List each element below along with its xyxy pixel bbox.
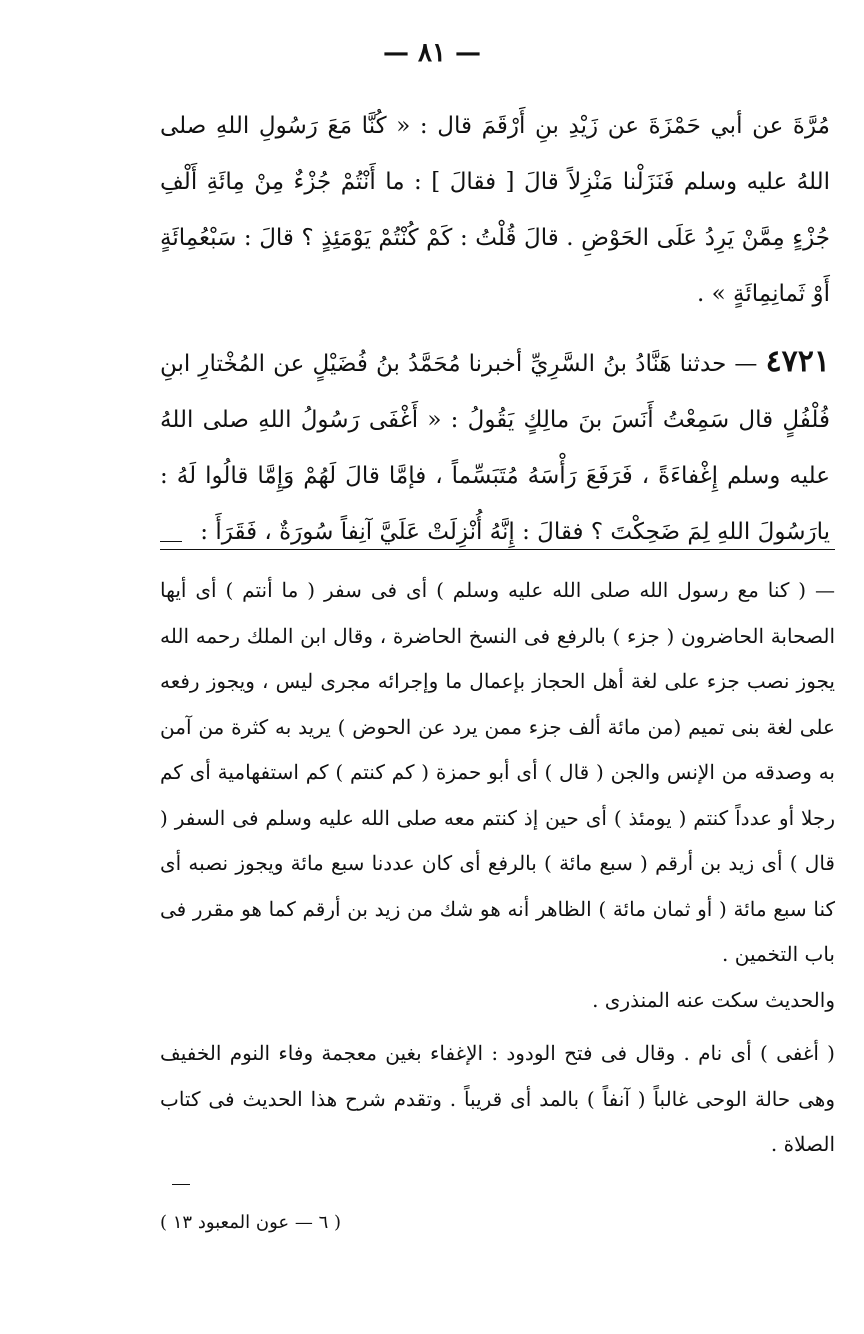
commentary-paragraph: ( أغفى ) أى نام . وقال فى فتح الودود : الإغفاء بغين معجمة وفاء النوم الخفيف وهى حالة الوحى غالباً ( آنفاً ) بالمد أى قريباً . وتقدم شرح هذا الحديث فى كتاب الصلاة .	[160, 1041, 835, 1156]
hadith-number: ٤٧٢١	[765, 344, 831, 379]
commentary-paragraph: — ( كنا مع رسول الله صلى الله عليه وسلم ) أى فى سفر ( ما أنتم ) أى أيها الصحابة الحاضرون ( جزء ) بالرفع فى النسخ الحاضرة ، وقال ابن الملك رحمه الله يجوز نصب جزء على لغة أهل الحجاز بإعمال ما وإجرائه مجرى ليس ، ويجوز رفعه على لغة بنى تميم (من مائة ألف جزء ممن يرد عن الحوض ) يريد به كثرة من آمن به وصدقه من الإنس والجن ( قال ) أى أبو حمزة ( كم كنتم ) كم استفهامية أى كم رجلا أو عدداً كنتم ( يومئذ ) أى حين إذ كنتم معه صلى الله عليه وسلم فى السفر ( قال ) أى زيد بن أرقم ( سبع مائة ) بالرفع أى كان عددنا سبع مائة ويجوز نصبه أى كنا سبع مائة ( أو ثمان مائة ) الظاهر أنه هو شك من زيد بن أرقم كما هو مقرر فى باب التخمين .	[160, 578, 836, 966]
commentary-paragraph: والحديث سكت عنه المنذرى .	[592, 987, 835, 1012]
hadith-paragraph-continuation: مُرَّةَ عن أبي حَمْزَةَ عن زَيْدِ بنِ أَرْقَمَ قال : « كُنَّا مَعَ رَسُولِ اللهِ صلى اللهُ عليه وسلم فَنَزَلْنا مَنْزِلاً قالَ [ فقالَ ] : ما أَنْتُمْ جُزْءٌ مِنْ مِائَةِ أَلْفِ جُزْءٍ مِمَّنْ يَرِدُ عَلَى الحَوْضِ . قالَ قُلْتُ : كَمْ كُنْتُمْ يَوْمَئِذٍ ؟ قالَ : سَبْعُمِائَةٍ أَوْ ثَمانِمِائَةٍ » .	[160, 113, 830, 307]
hadith-main-text	[160, 98, 830, 560]
hadith-text: — حدثنا هَنَّادُ بنُ السَّرِيِّ أخبرنا مُحَمَّدُ بنُ فُضَيْلٍ عن المُخْتارِ ابنِ فُلْفُلٍ قال سَمِعْتُ أَنَسَ بنَ مالِكٍ يَقُولُ : « أَغْفَى رَسُولُ اللهِ صلى اللهُ عليه وسلم إِغْفاءَةً ، فَرَفَعَ رَأْسَهُ مُتَبَسِّماً ، فإمَّا قالَ لَهُمْ وَإِمَّا قالُوا لَهُ : يارَسُولَ اللهِ لِمَ ضَحِكْتَ ؟ فقالَ : إِنَّهُ أُنْزِلَتْ عَلَيَّ آنِفاً سُورَةٌ ، فَقَرَأَ :	[160, 351, 830, 545]
footer-signature: ( ٦ — عون المعبود ١٣ )	[160, 1212, 341, 1233]
separator-short-dash	[160, 541, 182, 542]
end-dash	[172, 1184, 190, 1185]
commentary-text	[160, 568, 835, 1168]
hadith-paragraph-4721	[160, 334, 830, 560]
page-number: — ٨١ —	[382, 38, 482, 68]
commentary-separator-line	[160, 549, 835, 550]
